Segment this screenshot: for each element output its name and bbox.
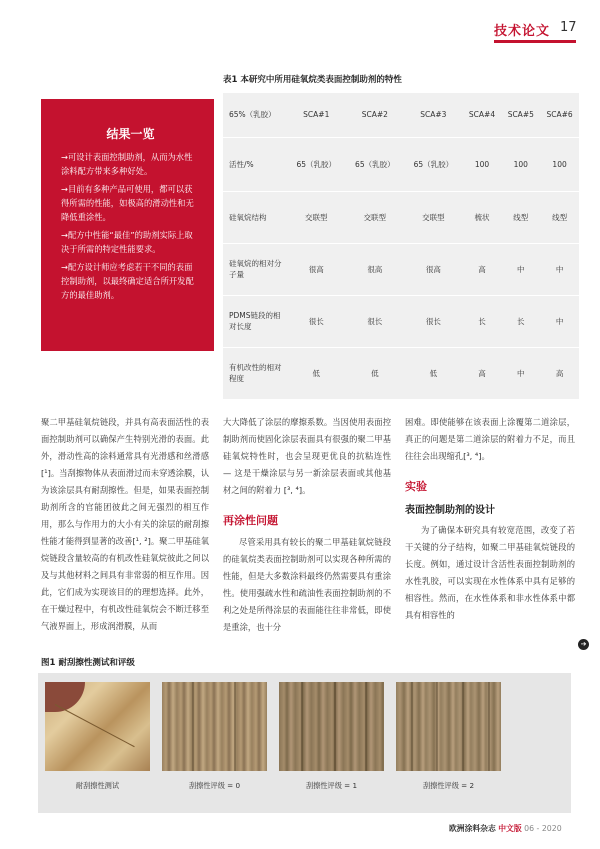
table-cell: 中 [501, 347, 540, 399]
table-cell: 线型 [540, 191, 579, 243]
rating-0-photo [162, 682, 267, 771]
page-number: 17 [560, 20, 577, 35]
results-item: →配方设计师应考虑若干不同的表面控制助剂，以最终确定适合所开发配方的最佳助剂。 [61, 262, 194, 300]
section-heading: 再涂性问题 [223, 514, 278, 527]
body-column-2 [223, 414, 391, 636]
table-cell: 65（乳胶） [287, 137, 346, 191]
table-cell: 很高 [404, 243, 463, 295]
table-cell: 低 [346, 347, 405, 399]
table-cell: 中 [501, 243, 540, 295]
body-paragraph: 为了确保本研究具有较宽范围，改变了若干关键的分子结构，如聚二甲基硅氧烷链段的长度。例如，通过设计含活性表面控制助剂的水性乳胶，可以实现在水性体系中具有足够的相容性。然而，在水性体系和非水性体系中都具有相容性的 [405, 525, 575, 620]
table-header-cell: SCA#3 [404, 93, 463, 137]
rating-1-photo [279, 682, 384, 771]
table-cell: 活性/% [223, 137, 287, 191]
table-cell: 很长 [346, 295, 405, 347]
table-cell: 100 [501, 137, 540, 191]
table-row [223, 191, 579, 243]
results-title: 结果一览 [106, 127, 155, 141]
scratch-test-photo [45, 682, 150, 771]
table-cell: 交联型 [346, 191, 405, 243]
table-cell: 高 [463, 347, 502, 399]
table-cell: 交联型 [287, 191, 346, 243]
figure-panel [38, 673, 571, 813]
table-cell: 100 [463, 137, 502, 191]
body-paragraph: 尽管采用具有较长的聚二甲基硅氧烷链段的硅氧烷类表面控制助剂可以实现各种所需的性能，但是大多数涂料最终仍然需要具有重涂性。使用强疏水性和疏油性表面控制助剂的不利之处是所得涂层的表面能往往非常低，即使是重涂，也十分 [223, 537, 391, 632]
body-paragraph: 困难。即使能够在该表面上涂覆第二道涂层，真正的问题是第二道涂层的附着力不足，而且往往会出现缩孔[³, ⁴]。 [405, 417, 575, 461]
table-cell: 硅氧烷的相对分子量 [223, 243, 287, 295]
table-cell: 很高 [346, 243, 405, 295]
body-paragraph: 大大降低了涂层的摩擦系数。当因使用表面控制助剂而使固化涂层表面具有很强的聚二甲基硅氧烷特性时，也会呈现更优良的抗粘连性 — 这是干燥涂层与另一新涂层表面或其他基材之间的附着力 [³, ⁴]。 [223, 417, 391, 495]
footer-issue: 06 - 2020 [524, 824, 562, 833]
table-cell: 线型 [501, 191, 540, 243]
hand-image [45, 682, 85, 712]
header-underline [494, 40, 576, 43]
figure-caption: 刮擦性评级 = 0 [188, 781, 241, 790]
figure-title: 图1 耐刮擦性测试和评级 [41, 658, 135, 668]
results-box [41, 99, 214, 351]
table-header-cell: 65%（乳胶） [223, 93, 287, 137]
table-cell: 很长 [287, 295, 346, 347]
table-cell: 很高 [287, 243, 346, 295]
body-column-1 [41, 414, 209, 635]
table-cell: 65（乳胶） [346, 137, 405, 191]
table-cell: 长 [463, 295, 502, 347]
data-table [223, 93, 579, 399]
table-cell: 中 [540, 295, 579, 347]
table-cell: 长 [501, 295, 540, 347]
table-header-cell: SCA#1 [287, 93, 346, 137]
rating-2-photo [396, 682, 501, 771]
table-cell: 硅氧烷结构 [223, 191, 287, 243]
table-cell: 交联型 [404, 191, 463, 243]
body-paragraph: 聚二甲基硅氧烷链段，并具有高表面活性的表面控制助剂可以确保产生特别光滑的表面。此外，滑动性高的涂料通常具有光滑感和丝滑感[¹]。当刮擦物体从表面滑过而未穿透涂膜，认为该涂层具有耐刮擦性。但是，如果表面控制助剂所含的官能团彼此之间无强烈的相互作用，那么与作用力的大小有关的涂层的耐刮擦性能才能得到显著的改善[¹, ²]。聚二甲基硅氧烷链段含量较高的有机改性硅氧烷彼此之间以及与其他材料之间具有非常弱的相互作用。因此，它们成为实现该目的的理想选择。此外，在干燥过程中，有机改性硅氧烷会不断迁移至气液界面上，形成润滑膜，从而 [41, 417, 209, 631]
table-row [223, 243, 579, 295]
table-header-cell: SCA#5 [501, 93, 540, 137]
results-item: →配方中性能“最佳”的助剂实际上取决于所需的特定性能要求。 [61, 230, 193, 254]
figure-caption: 耐刮擦性测试 [75, 781, 120, 790]
footer-edition: 中文版 [498, 824, 522, 833]
results-item: →目前有多种产品可使用，都可以获得所需的性能，如极高的滑动性和无降低重涂性。 [61, 184, 194, 222]
continue-arrow-icon[interactable]: ➔ [578, 639, 589, 650]
figure-caption: 刮擦性评级 = 2 [422, 781, 475, 790]
table-cell: PDMS链段的相对长度 [223, 295, 287, 347]
section-title: 技术论文 [494, 24, 551, 39]
table-header-row [223, 93, 579, 137]
section-heading: 实验 [405, 480, 427, 493]
table-cell: 中 [540, 243, 579, 295]
figure-caption: 刮擦性评级 = 1 [305, 781, 358, 790]
table-cell: 低 [287, 347, 346, 399]
results-item: →可设计表面控制助剂，从而为水性涂料配方带来多种好处。 [61, 152, 193, 176]
table-cell: 很长 [404, 295, 463, 347]
scratch-line [55, 704, 135, 747]
table-row [223, 295, 579, 347]
table-header-cell: SCA#2 [346, 93, 405, 137]
body-column-3 [405, 414, 575, 624]
table-cell: 梳状 [463, 191, 502, 243]
table-header-cell: SCA#4 [463, 93, 502, 137]
table-row [223, 347, 579, 399]
table-cell: 有机改性的相对程度 [223, 347, 287, 399]
table-cell: 65（乳胶） [404, 137, 463, 191]
table-cell: 高 [463, 243, 502, 295]
table-header-cell: SCA#6 [540, 93, 579, 137]
footer-brand: 欧洲涂料杂志 [449, 824, 496, 833]
footer [449, 823, 562, 834]
table-cell: 100 [540, 137, 579, 191]
table-cell: 高 [540, 347, 579, 399]
subsection-heading: 表面控制助剂的设计 [405, 505, 495, 516]
table-cell: 低 [404, 347, 463, 399]
table-title: 表1 本研究中所用硅氧烷类表面控制助剂的特性 [223, 75, 402, 85]
table-row [223, 137, 579, 191]
